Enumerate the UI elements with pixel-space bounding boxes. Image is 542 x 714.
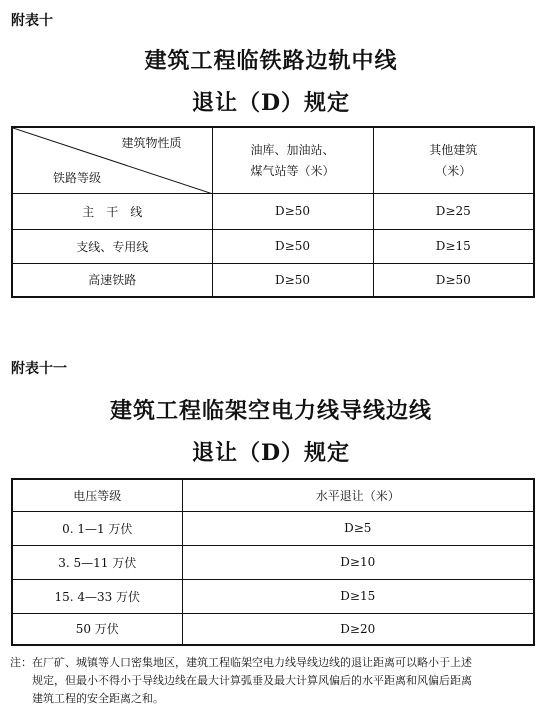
setback-value-cell: D≥25: [373, 193, 534, 229]
railway-grade-cell: 高速铁路: [12, 263, 212, 297]
voltage-cell: 50 万伏: [12, 613, 182, 645]
setback-value-cell: D≥50: [212, 193, 373, 229]
railway-setback-table: [11, 126, 535, 298]
table-row: [12, 229, 534, 263]
railway-grade-cell: 支线、专用线: [12, 229, 212, 263]
column-header-other-buildings: [373, 127, 534, 193]
table-10-title-line1: 建筑工程临铁路边轨中线: [144, 48, 398, 74]
table-header-row: [12, 127, 534, 193]
voltage-cell: 3. 5—11 万伏: [12, 545, 182, 579]
appendix-label-10: 附表十: [11, 13, 53, 29]
setback-value-cell: D≥15: [373, 229, 534, 263]
railway-grade-cell: 主 干 线: [12, 193, 212, 229]
column-header-oil-depot: [212, 127, 373, 193]
footnote: [10, 654, 536, 708]
power-line-setback-table: [11, 478, 535, 646]
setback-value-cell: D≥50: [212, 263, 373, 297]
corner-top-label: 建筑物性质: [121, 136, 182, 150]
header-line: 煤气站等（米）: [250, 164, 335, 179]
footnote-line: 建筑工程的安全距离之和。: [32, 692, 164, 705]
header-line: （米）: [435, 164, 472, 179]
header-line: 其他建筑: [429, 143, 478, 158]
setback-value-cell: D≥50: [373, 263, 534, 297]
voltage-cell: 0. 1—1 万伏: [12, 511, 182, 545]
table-row: [12, 193, 534, 229]
table-10-title-line2: 退让（D）规定: [191, 90, 351, 116]
setback-value-cell: D≥5: [182, 511, 534, 545]
diagonal-header-cell: [12, 127, 212, 193]
table-11-title-line1: 建筑工程临架空电力线导线边线: [109, 398, 432, 424]
footnote-line: 注：在厂矿、城镇等人口密集地区，建筑工程临架空电力线导线边线的退让距离可以略小于上述: [10, 656, 472, 669]
table-row: [12, 545, 534, 579]
voltage-cell: 15. 4—33 万伏: [12, 579, 182, 613]
table-row: [12, 579, 534, 613]
table-row: [12, 263, 534, 297]
diagonal-line: [13, 128, 213, 194]
setback-value-cell: D≥15: [182, 579, 534, 613]
appendix-label-11: 附表十一: [11, 361, 67, 377]
table-row: [12, 613, 534, 645]
setback-value-cell: D≥10: [182, 545, 534, 579]
table-row: [12, 511, 534, 545]
setback-value-cell: D≥20: [182, 613, 534, 645]
corner-bottom-label: 铁路等级: [53, 170, 102, 185]
table-11-title-line2: 退让（D）规定: [191, 440, 351, 466]
column-header-voltage: 电压等级: [12, 479, 182, 511]
header-line: 油库、加油站、: [250, 143, 335, 158]
column-header-setback: 水平退让（米）: [182, 479, 534, 511]
footnote-line: 规定，但最小不得小于导线边线在最大计算弧垂及最大计算风偏后的水平距离和风偏后距离: [32, 674, 472, 687]
table-header-row: [12, 479, 534, 511]
setback-value-cell: D≥50: [212, 229, 373, 263]
